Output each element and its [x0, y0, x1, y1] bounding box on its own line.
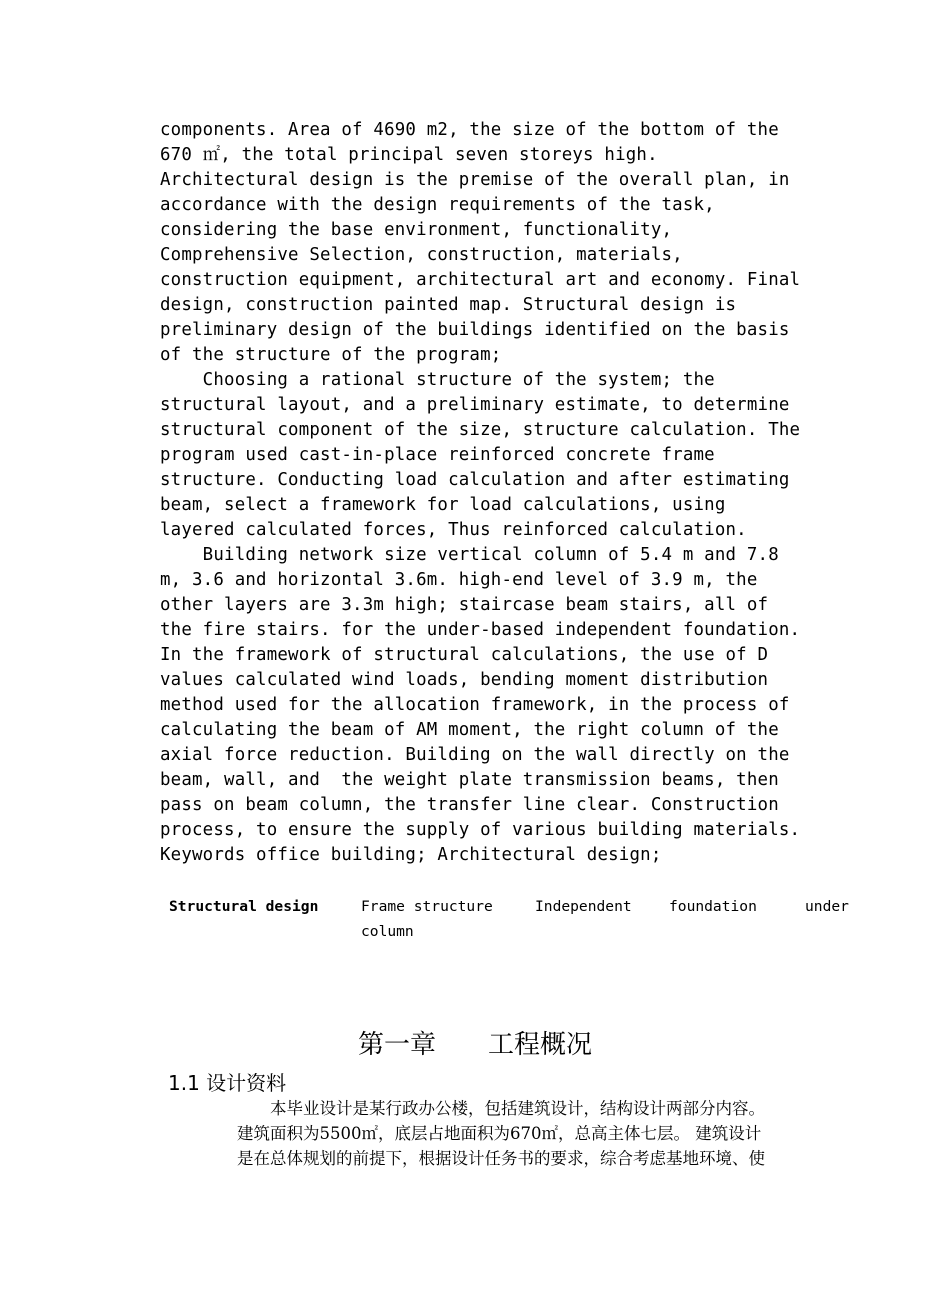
abstract-line: beam, select a framework for load calculations, using	[160, 495, 726, 515]
abstract-line: Choosing a rational structure of the system; the	[160, 370, 715, 390]
keyword-item: Independent	[535, 898, 632, 915]
abstract-text	[160, 118, 880, 868]
abstract-line: accordance with the design requirements of the task,	[160, 195, 715, 215]
abstract-line: of the structure of the program;	[160, 345, 502, 365]
keyword-item: foundation	[669, 898, 757, 915]
abstract-line: process, to ensure the supply of various building materials.	[160, 820, 801, 840]
abstract-line: m, 3.6 and horizontal 3.6m. high-end level of 3.9 m, the	[160, 570, 758, 590]
abstract-line: preliminary design of the buildings identified on the basis	[160, 320, 790, 340]
abstract-line: layered calculated forces, Thus reinforced calculation.	[160, 520, 747, 540]
chapter-title: 第一章 工程概况	[357, 1030, 592, 1060]
paragraph-line: 本毕业设计是某行政办公楼，包括建筑设计，结构设计两部分内容。	[237, 1099, 765, 1118]
abstract-line: design, construction painted map. Structural design is	[160, 295, 737, 315]
abstract-line: program used cast-in-place reinforced concrete frame	[160, 445, 715, 465]
abstract-line: Comprehensive Selection, construction, materials,	[160, 245, 683, 265]
section-heading: 1.1 设计资料	[168, 1071, 287, 1095]
abstract-line: structure. Conducting load calculation and after estimating	[160, 470, 790, 490]
abstract-line: axial force reduction. Building on the wall directly on the	[160, 745, 790, 765]
abstract-line: other layers are 3.3m high; staircase beam stairs, all of	[160, 595, 769, 615]
abstract-line: considering the base environment, functionality,	[160, 220, 673, 240]
abstract-line: Building network size vertical column of 5.4 m and 7.8	[160, 545, 779, 565]
abstract-line: In the framework of structural calculations, the use of D	[160, 645, 769, 665]
keyword-item: Frame structure	[361, 898, 493, 915]
keywords-list	[361, 894, 861, 944]
paragraph-line: 是在总体规划的前提下，根据设计任务书的要求，综合考虑基地环境、使	[237, 1149, 765, 1168]
abstract-line: calculating the beam of AM moment, the right column of the	[160, 720, 779, 740]
abstract-line: structural component of the size, structure calculation. The	[160, 420, 801, 440]
abstract-line: the fire stairs. for the under-based independent foundation.	[160, 620, 801, 640]
abstract-line: pass on beam column, the transfer line clear. Construction	[160, 795, 779, 815]
abstract-line: beam, wall, and the weight plate transmission beams, then	[160, 770, 779, 790]
keywords-label: Structural design	[169, 898, 319, 915]
abstract-line: components. Area of 4690 m2, the size of the bottom of the	[160, 120, 779, 140]
abstract-line: Keywords office building; Architectural design;	[160, 845, 662, 865]
abstract-line: values calculated wind loads, bending moment distribution	[160, 670, 769, 690]
keyword-item: under	[805, 898, 849, 915]
abstract-line: structural layout, and a preliminary estimate, to determine	[160, 395, 790, 415]
abstract-line: construction equipment, architectural art and economy. Final	[160, 270, 801, 290]
design-data-paragraph	[237, 1096, 857, 1171]
keyword-item: column	[361, 923, 414, 940]
abstract-line: method used for the allocation framework, in the process of	[160, 695, 790, 715]
paragraph-line: 建筑面积为5500㎡，底层占地面积为670㎡，总高主体七层。 建筑设计	[237, 1124, 762, 1143]
abstract-line: 670 ㎡, the total principal seven storeys high.	[160, 145, 658, 165]
abstract-line: Architectural design is the premise of the overall plan, in	[160, 170, 790, 190]
